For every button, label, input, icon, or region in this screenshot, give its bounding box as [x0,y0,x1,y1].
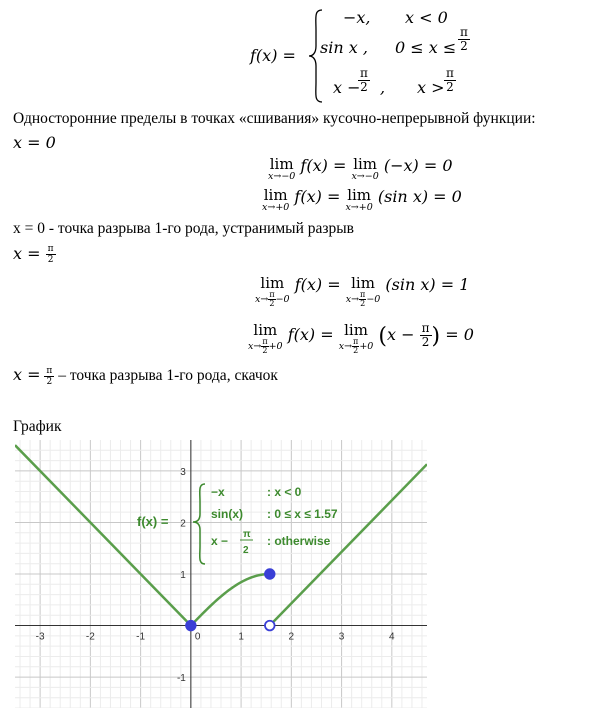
lim-sub: x→+0 [262,202,290,213]
frac-num: π [46,365,53,376]
y-tick-label: 1 [180,570,186,581]
series-sin-x [191,574,270,626]
point1-lim-left [268,156,453,182]
y-tick-label: -1 [176,673,186,685]
legend-brace [193,484,205,564]
lim-sub: x→−0 [351,171,379,182]
frac-num: π [360,66,368,80]
lim-sub-frac [261,338,268,355]
point-open [265,621,275,631]
lim-word: lim [347,186,372,204]
lim-sub: x→+0 [345,202,373,213]
legend-row1-cond: : x < 0 [267,485,302,499]
def-case2-expr: sin x , [320,38,368,57]
lim-lhs: f(x) = [294,275,341,294]
frac-den: 2 [46,376,53,387]
point2-conclusion [13,365,278,387]
function-graph [15,440,427,708]
origin-label: 0 [194,631,201,643]
x-tick-label: -2 [85,631,95,643]
point2-lim-left [255,275,469,308]
lim-lhs: f(x) = [300,156,347,175]
def-case1-cond: x < 0 [405,8,448,27]
frac-num: π [446,66,454,80]
point1-label: x = 0 [13,133,56,152]
frac-den: 2 [446,80,454,94]
frac-num: π [47,244,54,254]
lim-lhs: f(x) = [294,187,341,206]
point2-conclusion-x: x = [13,365,41,384]
x-tick-label: -1 [136,631,146,643]
x-tick-label: 1 [238,631,244,643]
x-tick-label: 4 [389,631,395,643]
lim-word: lim [269,155,294,173]
lim-sub-frac [268,291,275,308]
legend-row1-expr: −x [211,485,225,499]
frac-den: 2 [421,335,430,349]
point2-label-x: x = [13,244,41,263]
frac-num: π [353,337,359,346]
def-case3-frac [358,67,370,94]
lim-rhs: (−x) = 0 [383,156,453,175]
lim-sub-b: −0 [275,294,290,305]
y-tick-label: 3 [180,466,186,478]
legend-row2-expr: sin(x) [211,507,244,521]
legend-row3-cond: : otherwise [267,534,331,548]
lim-word: lim [351,274,375,292]
lim-sub-b: −0 [366,294,381,305]
frac-den: 2 [269,299,275,308]
frac-den: 2 [262,346,268,355]
point2-conclusion-text: – точка разрыва 1-го рода, скачок [54,367,278,384]
lim-word: lim [344,321,368,339]
lim-sub-b: +0 [359,341,374,352]
lim-rhs-frac [420,322,432,349]
legend-row2-cond: : 0 ≤ x ≤ 1.57 [267,507,338,521]
graph-legend [137,484,338,564]
def-case3-cond: x > [417,78,445,97]
frac-num: π [460,25,468,39]
lim-rhs: (sin x) = 1 [385,275,470,294]
lim-sub-a: x→ [248,341,262,352]
lim-rhs: (sin x) = 0 [377,187,462,206]
def-lhs: f(x) = [250,46,296,65]
lim-sub-a: x→ [255,294,269,305]
point2-label [13,244,56,265]
legend-row3-pi: π [243,529,251,540]
paren-open: ( [378,324,388,349]
def-case3-comma: , [380,78,386,97]
frac-num: π [269,290,275,299]
lim-word: lim [260,274,285,292]
x-tick-label: 3 [338,631,345,643]
def-case1-expr: −x, [343,8,371,27]
point2-lim-right [248,322,474,355]
frac-den: 2 [360,299,366,308]
grid [15,440,427,708]
point-filled [265,569,275,579]
lim-sub-a: x→ [345,294,360,305]
lim-rhs-a: x − [387,325,415,344]
frac-num: π [360,290,366,299]
frac-den: 2 [460,39,468,53]
lim-word: lim [263,186,288,204]
point1-lim-right [262,187,462,213]
lim-sub: x→−0 [268,171,296,182]
point2-label-frac [46,244,56,265]
legend-row3-expr: x − [211,534,229,548]
x-tick-label: 2 [288,631,295,643]
point2-conclusion-frac [44,366,54,387]
lim-rhs-b: = 0 [445,325,474,344]
series-neg-x [15,445,191,625]
frac-den: 2 [360,80,368,94]
point-filled [186,621,196,631]
point1-conclusion: x = 0 - точка разрыва 1-го рода, устранимый разрыв [13,220,354,237]
frac-den: 2 [47,255,54,265]
y-tick-label: 2 [180,518,186,530]
lim-word: lim [353,155,378,173]
intro-text: Односторонние пределы в точках «сшивания» кусочно-непрерывной функции: [13,110,536,127]
def-case3-expr: x − [333,78,361,97]
legend-row3-two: 2 [243,545,249,556]
frac-num: π [421,321,430,335]
paren-close: ) [431,324,441,349]
lim-sub-b: +0 [268,341,283,352]
def-case2-cond: 0 ≤ x ≤ [395,38,457,57]
frac-num: π [262,337,268,346]
lim-lhs: f(x) = [287,325,334,344]
lim-word: lim [253,321,278,339]
lim-sub-a: x→ [338,341,353,352]
def-case3-cond-frac [444,67,456,94]
frac-den: 2 [353,346,359,355]
def-case2-frac [458,26,470,53]
graph-title: График [13,418,62,435]
x-tick-label: -3 [35,631,45,643]
legend-lhs: f(x) = [137,514,169,529]
